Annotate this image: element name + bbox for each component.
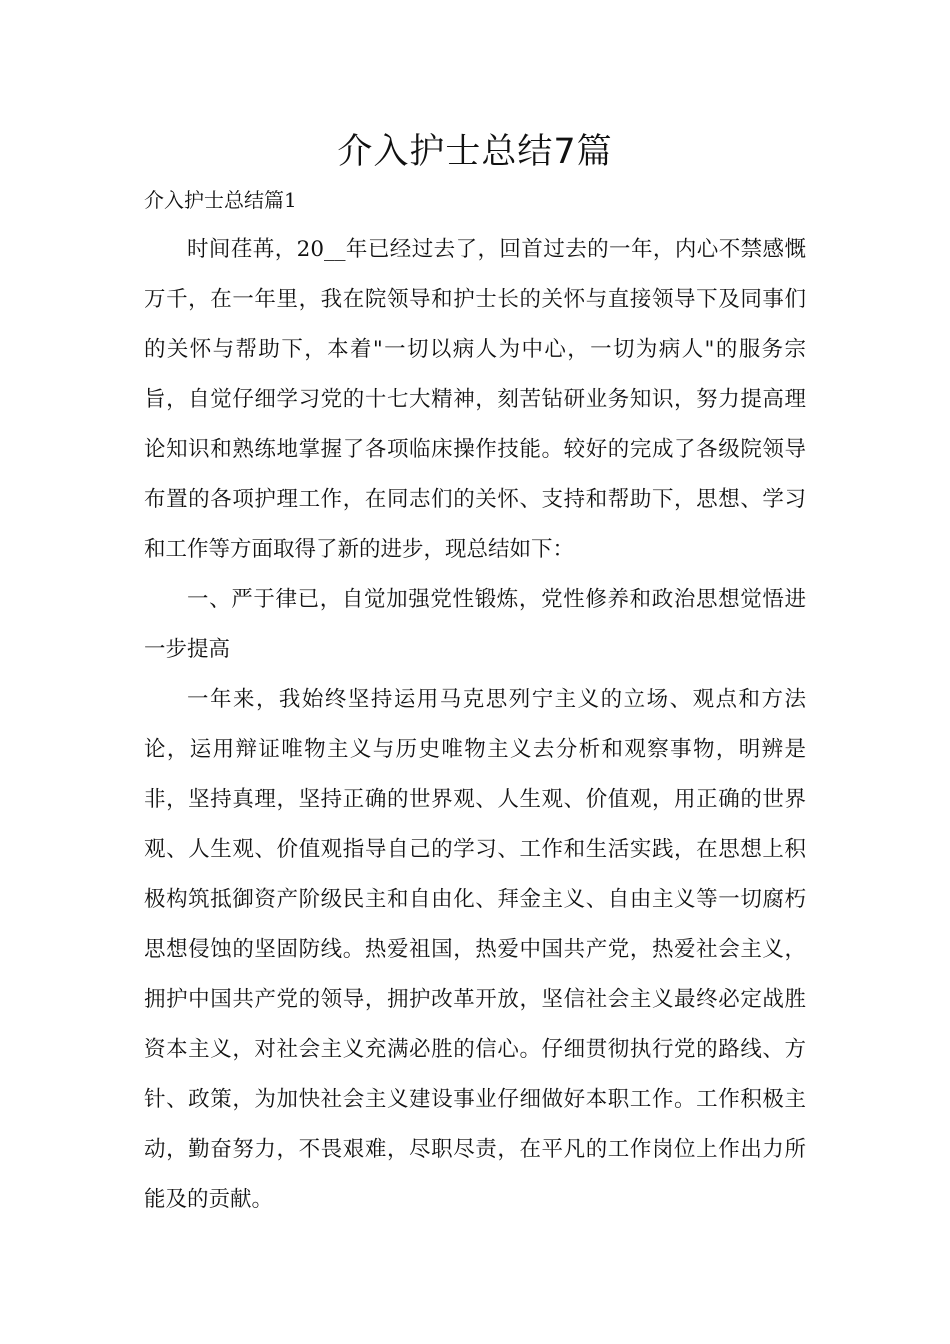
document-body (144, 225, 806, 1225)
paragraph-section-one-heading: 一、严于律已，自觉加强党性锻炼，党性修养和政治思想觉悟进一步提高 (144, 587, 806, 662)
document-title: 介入护士总结7篇 (337, 132, 613, 172)
paragraph-section-one-body: 一年来，我始终坚持运用马克思列宁主义的立场、观点和方法论，运用辩证唯物主义与历史唯物主义去分析和观察事物，明辨是非，坚持真理，坚持正确的世界观、人生观、价值观，用正确的世界观、人生观、价值观指导自己的学习、工作和生活实践，在思想上积极构筑抵御资产阶级民主和自由化、拜金主义、自由主义等一切腐朽思想侵蚀的坚固防线。热爱祖国，热爱中国共产党，热爱社会主义，拥护中国共产党的领导，拥护改革开放，坚信社会主义最终必定战胜资本主义，对社会主义充满必胜的信心。仔细贯彻执行党的路线、方针、政策，为加快社会主义建设事业仔细做好本职工作。工作积极主动，勤奋努力，不畏艰难，尽职尽责，在平凡的工作岗位上作出力所能及的贡献。 (144, 687, 806, 1212)
paragraph-intro: 时间荏苒，20__年已经过去了，回首过去的一年，内心不禁感慨万千，在一年里，我在院领导和护士长的关怀与直接领导下及同事们的关怀与帮助下，本着"一切以病人为中心，一切为病人"的服务宗旨，自觉仔细学习党的十七大精神，刻苦钻研业务知识，努力提高理论知识和熟练地掌握了各项临床操作技能。较好的完成了各级院领导布置的各项护理工作，在同志们的关怀、支持和帮助下，思想、学习和工作等方面取得了新的进步，现总结如下： (144, 237, 806, 562)
section-heading: 介入护士总结篇1 (144, 188, 297, 212)
